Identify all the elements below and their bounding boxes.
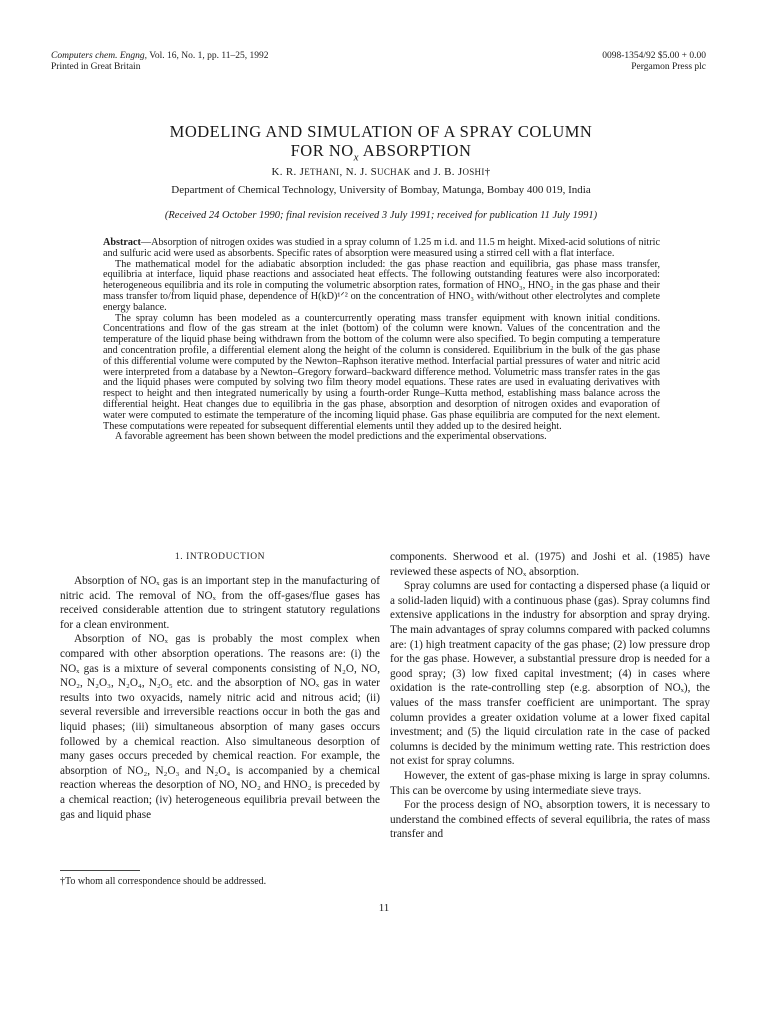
right-column [390,550,710,842]
footnote: †To whom all correspondence should be addressed. [60,876,267,887]
intro-right-p3: However, the extent of gas-phase mixing is large in spray columns. This can be overcome by using intermediate sieve trays. [390,769,710,797]
title-line-1: MODELING AND SIMULATION OF A SPRAY COLUMN [169,122,593,141]
title-line-2: FOR NO [290,141,354,160]
header-right [602,51,706,73]
author-3-initials: J. B. J [433,166,463,178]
journal-name: Computers chem. Engng, [51,51,148,61]
received-dates: (Received 24 October 1990; final revision received 3 July 1991; received for publication 11 July 1991) [164,210,598,221]
abstract-paragraph [103,238,660,260]
journal-volume: Vol. 16, No. 1, pp. 11–25, 1992 [147,51,269,61]
author-dagger: † [484,166,491,178]
printed-in: Printed in Great Britain [51,62,141,72]
affiliation: Department of Chemical Technology, University of Bombay, Matunga, Bombay 400 019, India [171,184,591,196]
header-left [51,51,269,73]
intro-right-p1: components. Sherwood et al. (1975) and Joshi et al. (1985) have reviewed these aspects of NOₓ absorption. [390,551,710,578]
section-heading-introduction: 1. INTRODUCTION [174,552,266,562]
author-sep-1: , [339,166,346,178]
authors [51,166,711,178]
left-column [60,550,380,822]
intro-left-p2: Absorption of NOₓ gas is probably the most complex when compared with other absorption operations. The reasons are: (i) the NOₓ gas is a mixture of several components consisting of N₂O, NO, NO₂, N₂O₃, N₂O₄, N₂O₅ etc. and the absorption of NOₓ gas in water results into two oxyacids, namely nitric acid and nitrous acid; (ii) several reversible and irreversible reactions occur in both the gas and liquid phases; (iii) simultaneous absorption of many gases occurs followed by a chemical reaction. Also simultaneous desorption of many gases occurs preceded by chemical reaction. For example, the absorption of NO₂, N₂O₃ and N₂O₄ is accompanied by a chemical reaction whereas the desorption of NO, NO₂ and HNO₂ is preceded by a chemical reaction; (iv) heterogeneous equilibria prevail between the gas and liquid phase [60,633,380,821]
title-subscript: x [353,151,360,164]
author-2-surname: UCHAK [377,167,411,177]
intro-right-p4: For the process design of NOₓ absorption towers, it is necessary to understand the combined effects of several equilibria, the rates of mass transfer and [390,799,710,841]
intro-right-p2: Spray columns are used for contacting a dispersed phase (a liquid or a solid-laden liquid) with a continuous phase (gas). Spray columns find extensive applications in the industry for absorption and spray drying. The main advantages of spray columns compared with packed columns are: (1) high treatment capacity of the gas phase; (2) low pressure drop for the gas phase. However, a substantial pressure drop is needed for a good spray; (3) low fixed capital investment; (4) in cases where oxidation is the rate-controlling step (e.g. absorption of NOₓ), the values of the mass transfer coefficient are unimportant. The spray column provides a greater oxidation volume at a lower fixed capital investment; and (5) the liquid circulation rate in the case of packed columns is decided by the minimum wetting rate. This restriction does not exist for spray columns. [390,580,710,768]
author-sep-2: and [410,166,434,178]
abstract-p4: A favorable agreement has been shown between the model predictions and the experimental observations. [115,431,547,443]
abstract-p3: The spray column has been modeled as a countercurrently operating mass transfer equipment with known initial conditions. Concentrations and flow of the gas stream at the inlet (bottom) of the column were known. Values of the concentration and the temperature of the liquid phase being withdrawn from the bottom of the column were also specified. To begin computing a temperature and concentration profile, a differential element along the height of the column is considered. Equilibrium in the bulk of the gas phase of this differential volume were computed by the Newton–Raphson iterative method. Interfacial partial pressures of water and nitric acid were interpreted from a database by a Newton–Gregory forward–backward difference method. Volumetric mass transfer rates in the gas and the liquid phases were computed by solving two film theory model equations. These rates are used in evaluating derivatives with respect to height and then integrated numerically by using a fourth-order Runge–Kutta method, establishing mass balance across the differential height. Heat changes due to equilibria in the gas phase, absorption and desorption of nitrogen oxides and evaporation of water were computed to estimate the temperature of the incoming liquid phase. Gas phase equilibria are computed for the next element. These computations were repeated for subsequent differential elements until they added up to the desired height. [103,312,660,432]
abstract-p1: —Absorption of nitrogen oxides was studied in a spray column of 1.25 m i.d. and 11.5 m height. Mixed-acid solutions of nitric and sulfuric acid were used as absorbents. Specific rates of absorption were measured using a stirred cell with a flat interface. [103,237,660,259]
title-line-2-rest: ABSORPTION [359,141,472,160]
abstract-p2: The mathematical model for the adiabatic absorption included: the gas phase reaction and equilibria, gas phase mass transfer, equilibria at interface, liquid phase reactions and associated heat effects. The following outstanding features were also incorporated: heterogeneous equilibria and its role in computing the volumetric absorption rates, formation of HNO₃, HNO₂ in the gas phase and their mass transfer to/from liquid phase, dependence of H(kD)¹ᐟ² on the concentration of HNO₃ with/without other electrolytes and complete energy balance. [103,258,660,313]
author-2-initials: N. J. S [345,166,378,178]
page-number: 11 [378,902,390,914]
author-1-surname: ETHANI [304,167,340,177]
intro-left-p1: Absorption of NOₓ gas is an important step in the manufacturing of nitric acid. The removal of NOₓ from the off-gases/flue gases has received considerable attention due to stringent statutory regulations for a clean environment. [60,575,380,631]
paper-title [51,122,711,167]
author-1-initials: K. R. J [271,166,305,178]
abstract-label: Abstract [103,237,141,248]
journal-citation [51,51,269,62]
publisher: Pergamon Press plc [631,62,706,72]
article-code: 0098-1354/92 $5.00 + 0.00 [602,51,706,61]
abstract [103,238,660,443]
footnote-rule [60,870,140,871]
author-3-surname: OSHI [462,167,485,177]
